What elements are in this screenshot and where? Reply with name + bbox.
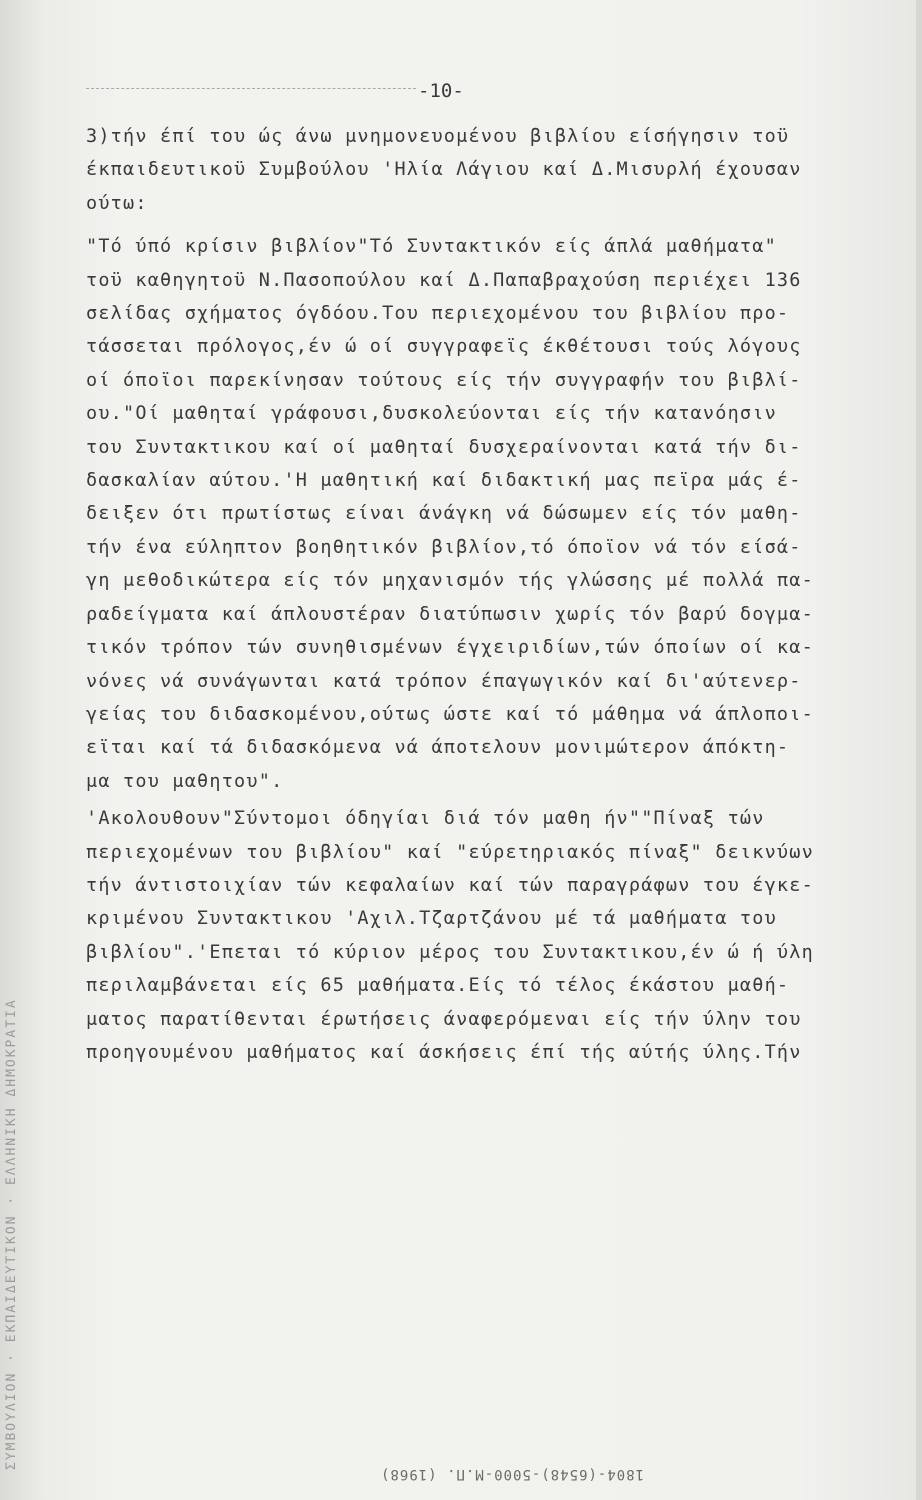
text-line: περιλαμβάνεται είς 65 μαθήματα.Είς τό τέλος έκάστου μαθή-	[86, 975, 790, 997]
text-line: εϊται καί τά διδασκόμενα νά άποτελουν μονιμώτερον άπόκτη-	[86, 737, 790, 759]
text-line: του Συντακτικου καί οί μαθηταί δυσχεραίνονται κατά τήν δι-	[86, 436, 802, 458]
margin-stamp-text: ΣΥΜΒΟΥΛΙΟΝ · ΕΚΠΑΙΔΕΥΤΙΚΟΝ · ΕΛΛΗΝΙΚΗ ΔΗΜΟΚΡΑΤΙΑ	[4, 998, 19, 1470]
text-line: τάσσεται πρόλογος,έν ώ οί συγγραφεϊς έκθέτουσι τούς λόγους	[86, 336, 802, 358]
page-edge	[916, 0, 922, 1500]
printer-stamp: 1804-(6548)-5000-Μ.Π. (1968)	[380, 1466, 645, 1482]
text-line: περιεχομένων του βιβλίου" καί "εύρετηριακός πίναξ" δεικνύων	[86, 841, 814, 863]
text-line: τικόν τρόπον τών συνηθισμένων έγχειριδίων,τών όποίων οί κα-	[86, 637, 814, 659]
text-line: κριμένου Συντακτικου 'Αχιλ.Τζαρτζάνου μέ τά μαθήματα του	[86, 908, 777, 930]
text-line: ραδείγματα καί άπλουστέραν διατύπωσιν χωρίς τόν βαρύ δογμα-	[86, 603, 814, 625]
text-line: ου."Οί μαθηταί γράφουσι,δυσκολεύονται είς τήν κατανόησιν	[86, 403, 777, 425]
text-line: δειξεν ότι πρωτίστως είναι άνάγκη νά δώσωμεν είς τόν μαθη-	[86, 503, 802, 525]
text-line: γείας του διδασκομένου,ούτως ώστε καί τό μάθημα νά άπλοποι-	[86, 703, 814, 725]
text-line: 3)τήν έπί του ώς άνω μνημονευομένου βιβλίου είσήγησιν τοϋ	[86, 126, 790, 147]
text-line: έκπαιδευτικοϋ Συμβούλου 'Ηλία Λάγιου καί Δ.Μισυρλή έχουσαν	[86, 159, 802, 181]
typewritten-body	[86, 120, 886, 1069]
text-line: βιβλίου".'Επεται τό κύριον μέρος του Συντακτικου,έν ώ ή ύλη	[86, 941, 814, 963]
header-rule	[86, 88, 416, 90]
text-line: σελίδας σχήματος όγδόου.Του περιεχομένου του βιβλίου προ-	[86, 303, 790, 325]
text-line: οί όποϊοι παρεκίνησαν τούτους είς τήν συγγραφήν του βιβλί-	[86, 369, 802, 391]
text-line: γη μεθοδικώτερα είς τόν μηχανισμόν τής γλώσσης μέ πολλά πα-	[86, 570, 814, 592]
page-number: -10-	[418, 80, 464, 102]
text-line: νόνες νά συνάγωνται κατά τρόπον έπαγωγικόν καί δι'αύτενερ-	[86, 670, 802, 692]
text-line: δασκαλίαν αύτου.'Η μαθητική καί διδακτική μας πεϊρα μάς έ-	[86, 470, 802, 492]
text-line: μα του μαθητου".	[86, 770, 284, 792]
text-line: τήν ένα εύληπτον βοηθητικόν βιβλίον,τό όποϊον νά τόν είσά-	[86, 536, 802, 558]
text-line: προηγουμένου μαθήματος καί άσκήσεις έπί τής αύτής ύλης.Τήν	[86, 1041, 802, 1063]
text-line: ματος παρατίθενται έρωτήσεις άναφερόμεναι είς τήν ύλην του	[86, 1008, 802, 1030]
text-line: τοϋ καθηγητοϋ Ν.Πασοπούλου καί Δ.Παπαβραχούση περιέχει 136	[86, 269, 802, 291]
text-line: τήν άντιστοιχίαν τών κεφαλαίων καί τών παραγράφων του έγκε-	[86, 874, 814, 896]
text-line: 'Ακολουθουν"Σύντομοι όδηγίαι διά τόν μαθη ήν""Πίναξ τών	[86, 808, 765, 830]
text-line: ούτω:	[86, 192, 148, 214]
text-line: "Τό ύπό κρίσιν βιβλίον"Τό Συντακτικόν είς άπλά μαθήματα"	[86, 236, 777, 258]
